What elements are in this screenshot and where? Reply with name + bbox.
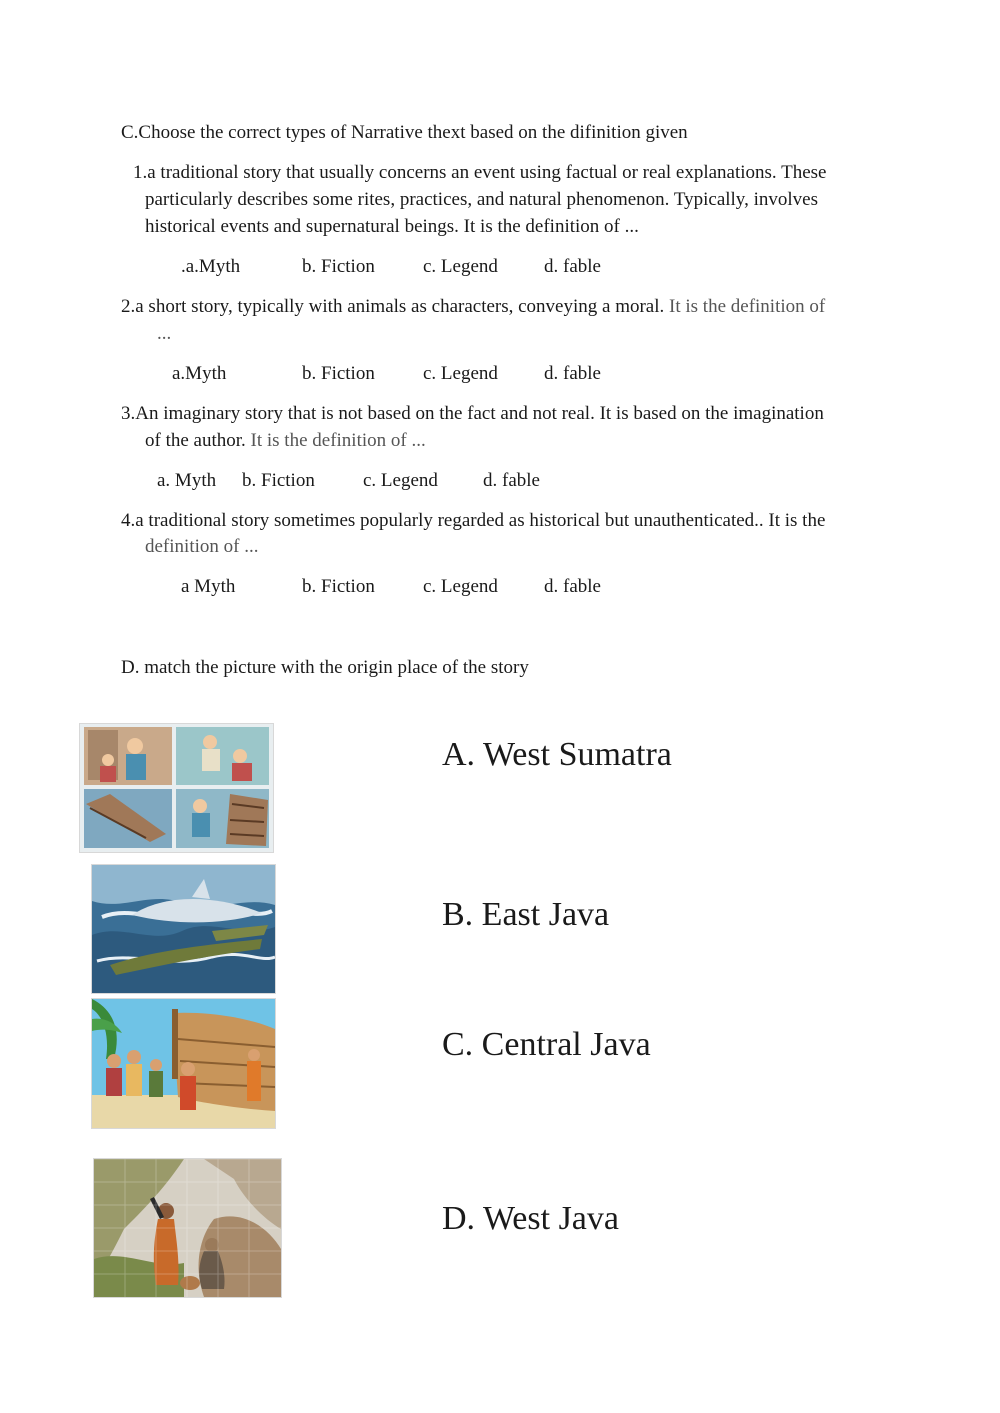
- q1-line2: particularly describes some rites, practices, and natural phenomenon. Typically, involves: [145, 189, 818, 210]
- q1-option-c[interactable]: c. Legend: [423, 256, 498, 277]
- q1-option-d[interactable]: d. fable: [544, 256, 601, 277]
- q2-line2: ...: [157, 323, 172, 344]
- q4-option-c[interactable]: c. Legend: [423, 576, 498, 597]
- q1-line1: 1.a traditional story that usually concerns an event using factual or real explanations. These: [133, 162, 827, 183]
- q1-option-a[interactable]: .a.Myth: [181, 256, 241, 277]
- section-c-title: C.Choose the correct types of Narrative thext based on the difinition given: [121, 122, 688, 143]
- q2-option-d[interactable]: d. fable: [544, 363, 601, 384]
- place-option-d[interactable]: D. West Java: [442, 1200, 619, 1237]
- q2-line1-suffix: It is the definition of: [664, 296, 826, 317]
- q3-line1: 3.An imaginary story that is not based on the fact and not real. It is based on the imagination: [121, 403, 824, 424]
- q2-option-b[interactable]: b. Fiction: [302, 363, 375, 384]
- story-picture-4[interactable]: [93, 1158, 282, 1298]
- place-option-c[interactable]: C. Central Java: [442, 1026, 651, 1063]
- place-option-b[interactable]: B. East Java: [442, 896, 610, 933]
- q3-option-d[interactable]: d. fable: [483, 470, 540, 491]
- q4-line1: 4.a traditional story sometimes popularly regarded as historical but unauthenticated.. It is the: [121, 510, 826, 531]
- q3-line2-text: of the author.: [145, 430, 246, 451]
- story-picture-1[interactable]: [79, 723, 274, 853]
- q3-line2: [145, 427, 426, 454]
- q3-option-c[interactable]: c. Legend: [363, 470, 438, 491]
- place-option-a[interactable]: A. West Sumatra: [442, 736, 672, 773]
- section-d-title: D. match the picture with the origin place of the story: [121, 657, 529, 678]
- q4-option-a[interactable]: a Myth: [181, 576, 236, 597]
- q4-line2: definition of ...: [145, 536, 259, 557]
- q3-option-a[interactable]: a. Myth: [157, 470, 217, 491]
- q4-option-b[interactable]: b. Fiction: [302, 576, 375, 597]
- q2-option-c[interactable]: c. Legend: [423, 363, 498, 384]
- q4-option-d[interactable]: d. fable: [544, 576, 601, 597]
- q2-line1-text: 2.a short story, typically with animals as characters, conveying a moral.: [121, 296, 665, 317]
- q1-option-b[interactable]: b. Fiction: [302, 256, 375, 277]
- q2-line1: [121, 293, 825, 320]
- q3-line2-suffix: It is the definition of ...: [245, 430, 426, 451]
- q1-line3: historical events and supernatural beings. It is the definition of ...: [145, 216, 639, 237]
- q2-option-a[interactable]: a.Myth: [172, 363, 227, 384]
- story-picture-2[interactable]: [91, 864, 276, 994]
- q3-option-b[interactable]: b. Fiction: [242, 470, 315, 491]
- story-picture-3[interactable]: [91, 998, 276, 1129]
